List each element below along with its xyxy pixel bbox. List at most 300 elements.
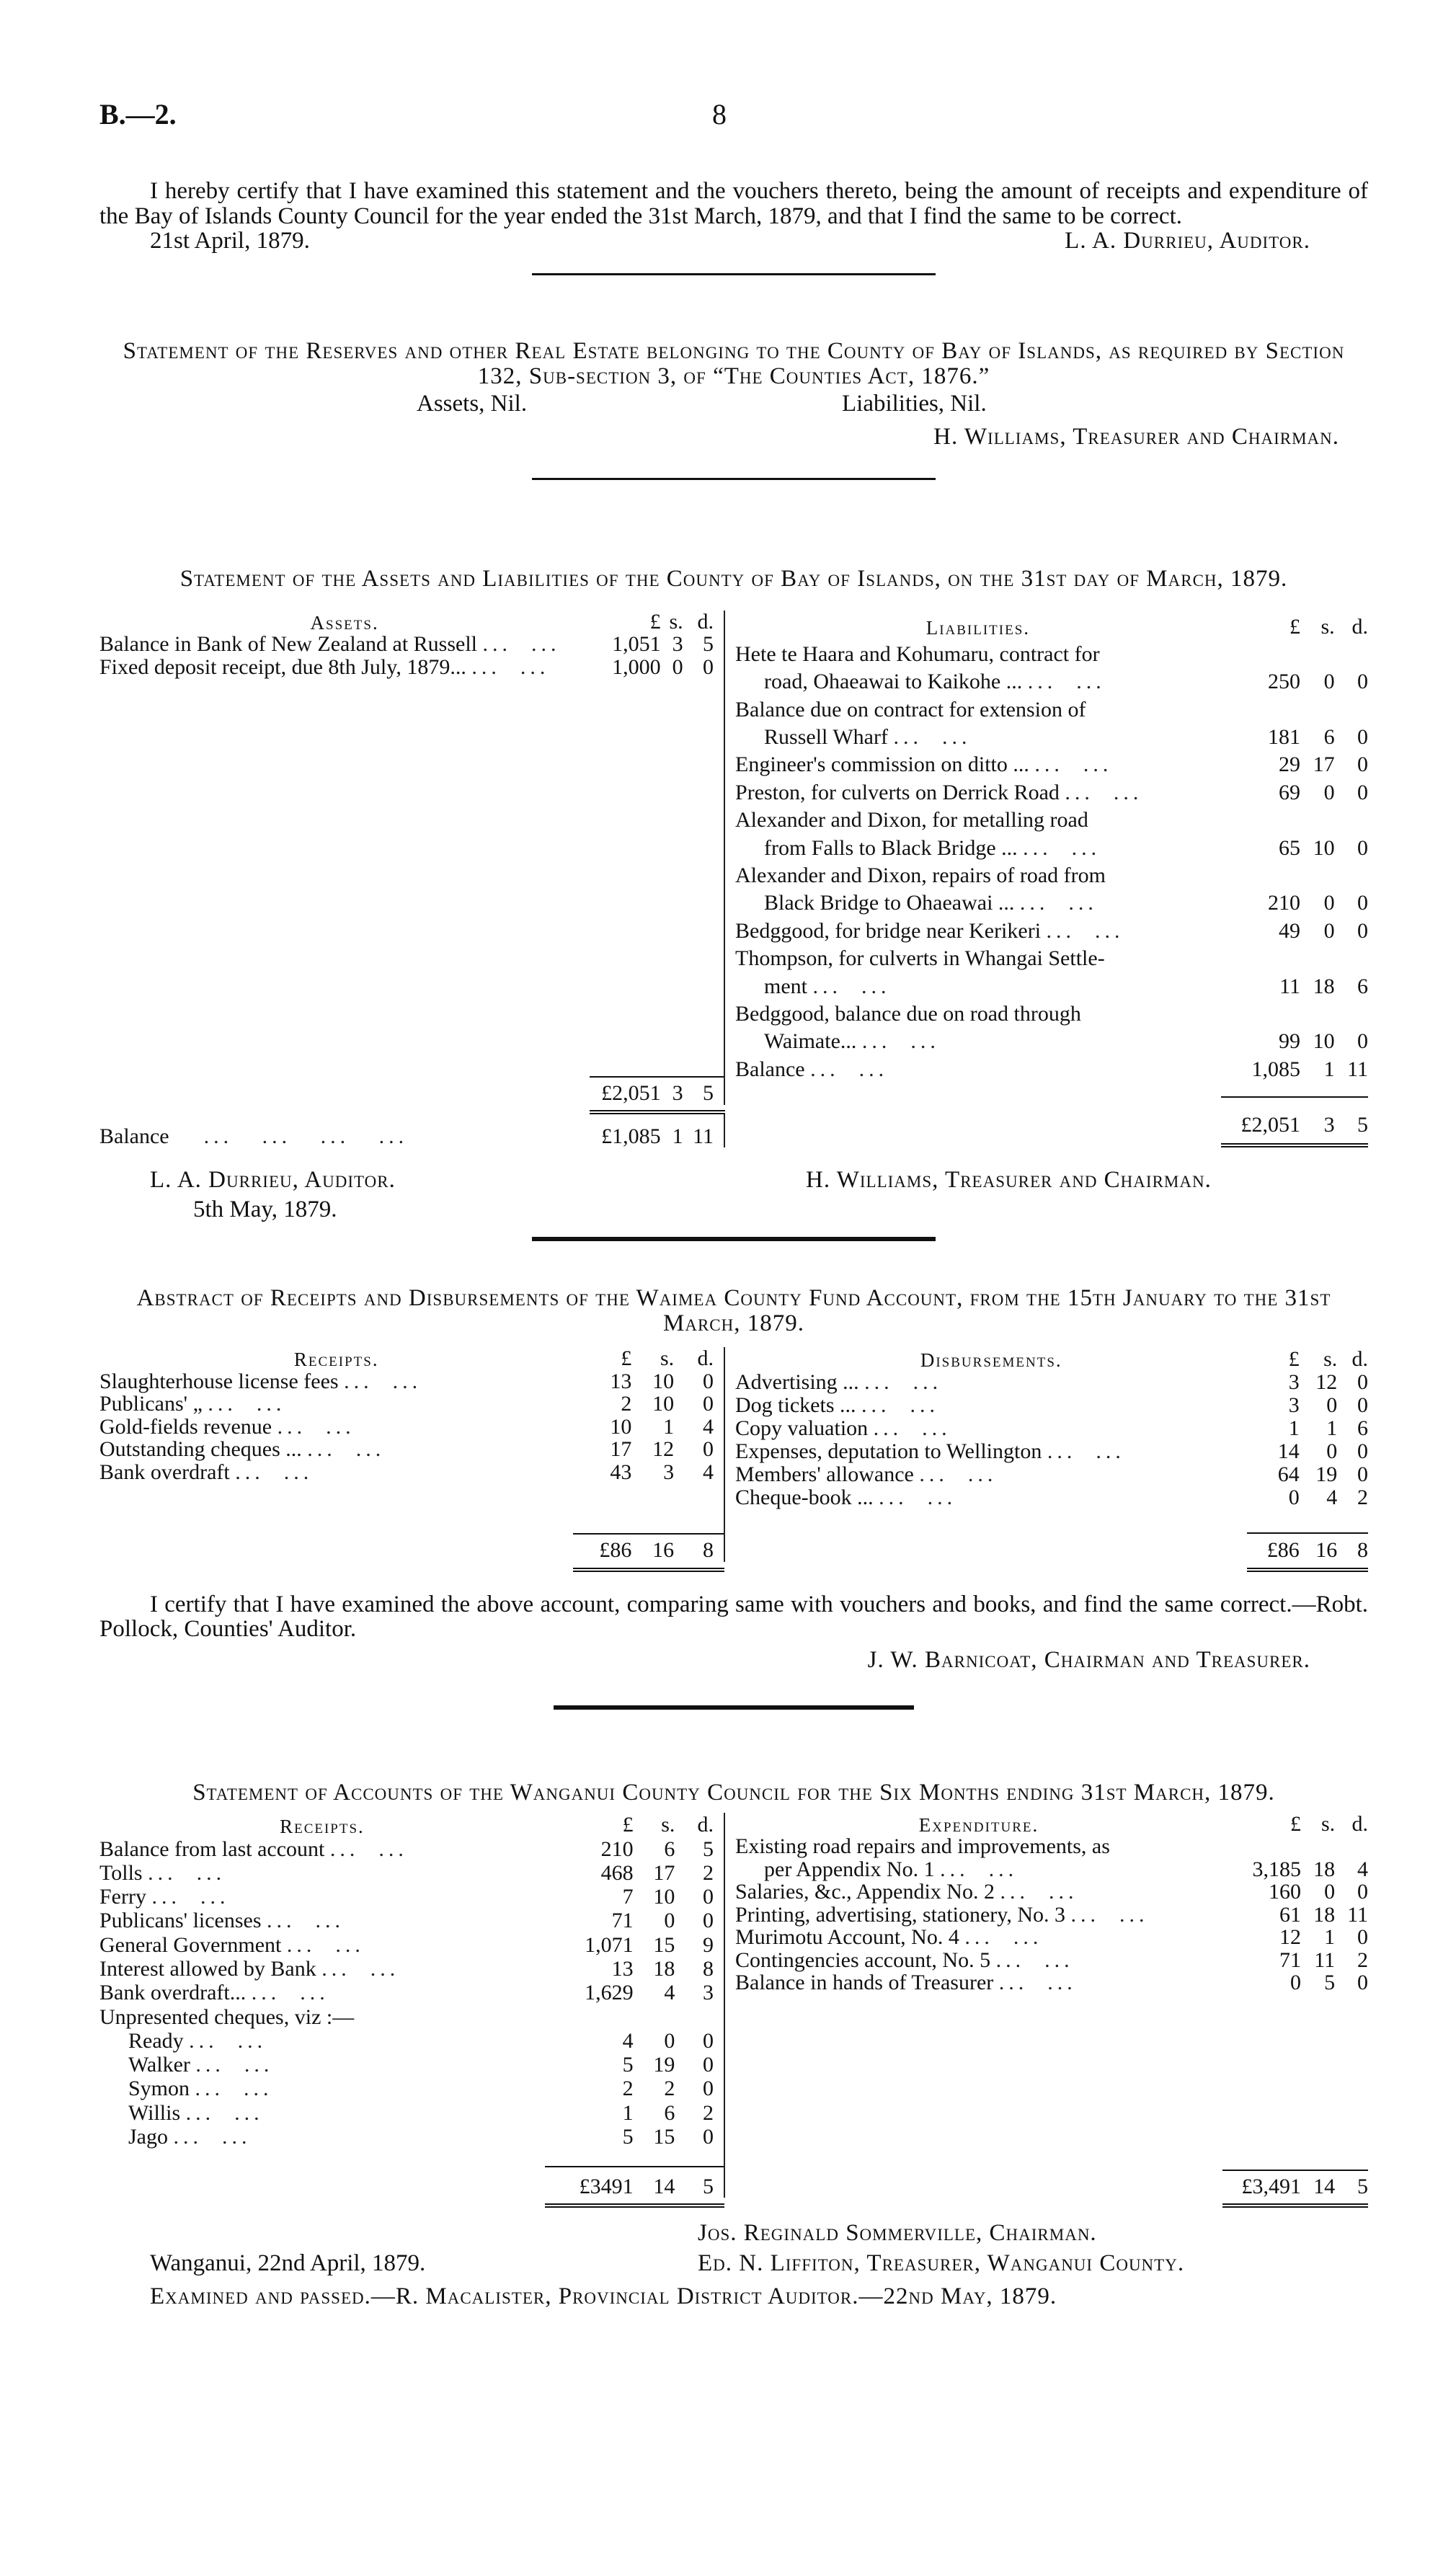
row-pounds: 69 (1278, 780, 1300, 804)
row-pence: 2 (1357, 1948, 1368, 1972)
row-pounds: 5 (622, 2124, 634, 2149)
waimea-title: Abstract of Receipts and Disbursements of the Waimea County Fund Account, from the 15th January to the 31st March, 1879. (136, 1285, 1331, 1336)
receipts-heading: Receipts. (280, 1815, 365, 1837)
row-label: Salaries, &c., Appendix No. 2 (735, 1880, 995, 1904)
row-pence: 0 (1357, 1029, 1368, 1054)
row-shillings: 0 (1323, 918, 1335, 943)
row-shillings: 12 (1315, 1369, 1338, 1394)
table-row: Bedggood, for bridge near Kerikeri ... ... 49 0 0 (735, 915, 1368, 942)
row-pence: 0 (683, 656, 724, 679)
row-pence: 0 (1357, 918, 1368, 943)
shillings-heading: s. (660, 1346, 675, 1371)
row-pence: 0 (1357, 1925, 1368, 1950)
row-label: Gold-fields revenue (99, 1414, 272, 1439)
row-pence: 0 (674, 1393, 724, 1416)
wanganui-receipts-table (99, 1813, 725, 2208)
table-row: Symon ... ... 2 2 0 (99, 2077, 724, 2100)
wanganui-expenditure-table (735, 1813, 1368, 2208)
row-pounds: 250 (1267, 670, 1300, 694)
row-pounds: 17 (610, 1437, 632, 1462)
row-pence: 0 (675, 1909, 724, 1932)
liabilities-total-pounds: £2,051 (1221, 1097, 1300, 1137)
pounds-heading: £ (649, 609, 661, 634)
row-shillings: 17 (653, 1860, 675, 1885)
row-label: Members' allowance (735, 1462, 914, 1486)
row-label: Existing road repairs and improvements, as (735, 1834, 1110, 1859)
row-shillings: 12 (652, 1437, 675, 1462)
row-shillings: 17 (1313, 752, 1335, 777)
row-pence: 2 (675, 1860, 724, 1884)
table-row (735, 638, 1368, 665)
table-row: Black Bridge to Ohaeawai ... ... ... 210 0 0 (735, 887, 1368, 915)
waimea-table (99, 1347, 1368, 1572)
row-label-continued: per Appendix No. 1 (764, 1857, 935, 1881)
table-row: Ready ... ... 4 0 0 (99, 2028, 724, 2052)
table-row (735, 1835, 1368, 1858)
row-pence: 0 (674, 1370, 724, 1393)
wanganui-statement (99, 1780, 1368, 2310)
page-header (99, 99, 1368, 136)
row-pounds: 14 (1277, 1439, 1300, 1463)
table-row: Russell Wharf ... ... 181 6 0 (735, 721, 1368, 748)
row-pence: 11 (1347, 1057, 1368, 1081)
liabilities-total-shillings: 3 (1300, 1097, 1335, 1137)
row-label: Alexander and Dixon, for metalling road (735, 808, 1088, 832)
row-pence: 0 (674, 1438, 724, 1461)
row-shillings: 0 (1323, 891, 1335, 915)
row-label-continued: Russell Wharf (764, 725, 888, 750)
row-pounds: 2 (621, 1392, 632, 1416)
row-pence: 0 (675, 2124, 724, 2148)
row-label: Cheque-book ... (735, 1485, 874, 1509)
divider (532, 1237, 936, 1241)
row-pence: 8 (675, 1956, 724, 1980)
row-label-continued: ment (764, 974, 808, 998)
receipts-total-pounds: £3491 (545, 2167, 634, 2198)
row-pence: 0 (675, 2028, 724, 2052)
receipts-heading: Receipts. (293, 1349, 379, 1371)
wanganui-place-date: Wanganui, 22nd April, 1879. (150, 2250, 426, 2277)
table-row: Balance from last account ... ... 210 6 5 (99, 1837, 724, 1860)
reserves-liabilities: Liabilities, Nil. (842, 391, 987, 417)
row-pounds: 49 (1278, 918, 1300, 943)
auditor-signature-block (150, 1168, 396, 1222)
row-pence: 0 (675, 1884, 724, 1908)
liabilities-heading: Liabilities. (925, 616, 1031, 639)
row-label: Tolls (99, 1860, 143, 1885)
expenditure-heading: Expenditure. (918, 1813, 1039, 1836)
row-pounds: 210 (1267, 891, 1300, 915)
row-pounds: 5 (622, 2053, 634, 2077)
row-pence: 0 (1357, 752, 1368, 777)
waimea-certificate: I certify that I have examined the above account, comparing same with vouchers and books, and find the same correct.—Robt. Pollock, Counties' Auditor. (99, 1591, 1368, 1643)
row-pounds: 13 (611, 1957, 634, 1981)
table-row: Expenses, deputation to Wellington ... ... 14 0 0 (735, 1439, 1368, 1463)
row-pounds: 1,085 (1251, 1057, 1300, 1081)
table-row: Balance ... ... 1,085 1 11 (735, 1053, 1368, 1081)
balance-shillings: 1 (672, 1124, 683, 1148)
certificate-text: I hereby certify that I have examined this statement and the vouchers thereto, being the amount of receipts and expenditure of the Bay of Islands County Council for the year ended the 31st March, 1879, and that I find the same to be correct. (99, 178, 1368, 229)
row-label: Bedggood, balance due on road through (735, 1002, 1081, 1026)
assets-total-pounds: £2,051 (590, 1077, 660, 1105)
balance-label: Balance (99, 1124, 169, 1148)
disbursements-total-pounds: £86 (1247, 1533, 1299, 1562)
row-pounds: 71 (1279, 1948, 1301, 1972)
row-label: Alexander and Dixon, repairs of road from (735, 863, 1106, 888)
auditor-certificate (99, 179, 1368, 275)
disbursements-heading: Disbursements. (920, 1349, 1062, 1371)
row-label: Balance (735, 1057, 805, 1081)
row-shillings: 3 (663, 1460, 675, 1484)
table-row: Printing, advertising, stationery, No. 3 ... ... 61 18 11 (735, 1902, 1368, 1927)
row-pence: 11 (1347, 1902, 1368, 1927)
certificate-date: 21st April, 1879. (150, 228, 310, 254)
wanganui-table (99, 1813, 1368, 2208)
row-shillings: 18 (1313, 974, 1335, 998)
row-pounds: 7 (622, 1885, 634, 1909)
table-row: Bank overdraft... ... ... 1,629 4 3 (99, 1981, 724, 2004)
row-pounds: 0 (1290, 1971, 1301, 1995)
liabilities-total-pence: 5 (1335, 1097, 1368, 1137)
row-label: Bedggood, for bridge near Kerikeri (735, 918, 1042, 943)
row-label: Thompson, for culverts in Whangai Settle- (735, 946, 1105, 971)
row-pence: 0 (1357, 670, 1368, 694)
row-label: Copy valuation (735, 1416, 869, 1440)
row-label: Publicans' „ (99, 1392, 203, 1416)
row-label: Balance due on contract for extension of (735, 697, 1086, 721)
row-shillings: 0 (1326, 1393, 1338, 1417)
row-label: Murimotu Account, No. 4 (735, 1925, 959, 1950)
row-pence: 2 (1357, 1485, 1368, 1509)
row-label: Preston, for culverts on Derrick Road (735, 780, 1060, 804)
treasurer-signature: H. Williams, Treasurer and Chairman. (806, 1167, 1212, 1194)
row-pence: 5 (683, 633, 724, 656)
expenditure-total-pence: 5 (1335, 2170, 1368, 2198)
liabilities-table (735, 610, 1368, 1148)
reserves-signature: H. Williams, Treasurer and Chairman. (933, 424, 1339, 450)
row-pounds: 71 (611, 1909, 634, 1933)
row-pence: 0 (1357, 725, 1368, 750)
row-shillings: 11 (1314, 1948, 1336, 1972)
table-row: road, Ohaeawai to Kaikohe ... ... ... 250 0 0 (735, 665, 1368, 693)
row-label: Balance in Bank of New Zealand at Russell (99, 632, 478, 657)
pounds-heading: £ (1289, 614, 1300, 639)
row-shillings: 0 (1323, 780, 1335, 804)
assets-total-pence: 5 (683, 1077, 724, 1105)
row-shillings: 10 (1313, 835, 1335, 860)
divider (554, 1705, 914, 1710)
row-pounds: 3 (1288, 1369, 1300, 1394)
receipts-total-shillings: 14 (634, 2167, 675, 2198)
row-label-continued: road, Ohaeawai to Kaikohe ... (764, 670, 1023, 694)
row-shillings: 10 (652, 1392, 675, 1416)
row-label-continued: Waimate... (764, 1029, 857, 1054)
table-row (735, 998, 1368, 1025)
table-row: Preston, for culverts on Derrick Road ... ... 69 0 0 (735, 776, 1368, 804)
row-pounds: 468 (600, 1860, 634, 1885)
row-shillings: 5 (1324, 1971, 1336, 1995)
row-shillings: 1 (1324, 1925, 1336, 1950)
row-shillings: 19 (653, 2053, 675, 2077)
row-shillings: 4 (1326, 1485, 1338, 1509)
row-shillings: 1 (1326, 1416, 1338, 1440)
pence-heading: d. (683, 610, 724, 634)
row-pence: 0 (675, 2077, 724, 2100)
receipts-total-pence: 5 (675, 2167, 724, 2198)
table-row: Fixed deposit receipt, due 8th July, 1879... ... ... 1,000 0 0 (99, 656, 724, 679)
row-pence: 9 (675, 1932, 724, 1956)
row-pence: 5 (675, 1837, 724, 1860)
row-pence: 4 (674, 1461, 724, 1484)
row-label-continued: from Falls to Black Bridge ... (764, 835, 1018, 860)
table-row: Willis ... ... 1 6 2 (99, 2100, 724, 2124)
receipts-total-pounds: £86 (573, 1534, 631, 1562)
row-label: Slaughterhouse license fees (99, 1369, 339, 1393)
row-pence: 0 (1357, 1880, 1368, 1904)
disbursements-total-pence: 8 (1337, 1533, 1368, 1562)
row-label: Willis (128, 2100, 181, 2125)
row-shillings: 18 (1313, 1857, 1336, 1881)
row-pence: 0 (1357, 1462, 1368, 1486)
row-shillings: 6 (664, 1837, 675, 1861)
table-row: ment ... ... 11 18 6 (735, 970, 1368, 998)
row-pence: 0 (1357, 1971, 1368, 1995)
pounds-heading: £ (1290, 1811, 1301, 1836)
row-shillings: 0 (672, 654, 683, 679)
table-row (99, 2004, 724, 2028)
pounds-heading: £ (621, 1346, 632, 1371)
row-label: Printing, advertising, stationery, No. 3 (735, 1902, 1066, 1927)
row-shillings: 1 (663, 1414, 675, 1439)
row-shillings: 18 (653, 1957, 675, 1981)
row-pence: 6 (1357, 1416, 1368, 1440)
balance-pence: 11 (683, 1112, 724, 1148)
row-label: Contingencies account, No. 5 (735, 1948, 991, 1972)
row-shillings: 0 (1323, 670, 1335, 694)
table-row: Advertising ... ... ... 3 12 0 (735, 1369, 1368, 1394)
row-pounds: 160 (1269, 1880, 1301, 1904)
row-shillings: 1 (1323, 1057, 1335, 1081)
row-shillings (634, 2004, 675, 2028)
row-pence: 0 (675, 2052, 724, 2076)
waimea-signature: J. W. Barnicoat, Chairman and Treasurer. (867, 1647, 1310, 1674)
expenditure-total-shillings: 14 (1301, 2170, 1335, 2198)
pence-heading: d. (1351, 1811, 1368, 1836)
row-pence: 3 (675, 1981, 724, 2004)
row-pounds: 1,629 (585, 1981, 634, 2005)
row-shillings: 0 (1324, 1880, 1336, 1904)
row-label: Interest allowed by Bank (99, 1957, 316, 1981)
row-pounds: 13 (610, 1369, 632, 1393)
table-row: Dog tickets ... ... ... 3 0 0 (735, 1393, 1368, 1417)
page-number: 8 (712, 98, 727, 130)
row-pounds: 61 (1279, 1902, 1301, 1927)
wanganui-title: Statement of Accounts of the Wanganui County Council for the Six Months ending 31st March, 1879. (192, 1780, 1275, 1806)
table-row: Engineer's commission on ditto ... ... ... 29 17 0 (735, 749, 1368, 776)
table-row: Bank overdraft ... ... 43 3 4 (99, 1461, 724, 1484)
row-label: Jago (128, 2124, 168, 2149)
table-row: Slaughterhouse license fees ... ... 13 10 0 (99, 1370, 724, 1393)
row-label: Outstanding cheques ... (99, 1437, 302, 1462)
row-pounds: 99 (1278, 1029, 1300, 1054)
row-shillings: 18 (1313, 1902, 1336, 1927)
document-reference: B.—2. (99, 98, 177, 130)
expenditure-total-pounds: £3,491 (1222, 2170, 1301, 2198)
pounds-heading: £ (1288, 1346, 1300, 1371)
table-row: Contingencies account, No. 5 ... ... 71 11 2 (735, 1948, 1368, 1972)
row-shillings: 0 (1326, 1439, 1338, 1463)
row-shillings: 19 (1315, 1462, 1338, 1486)
auditor-signature-date: 5th May, 1879. (193, 1196, 337, 1222)
row-shillings: 4 (664, 1981, 675, 2005)
row-label: Publicans' licenses (99, 1909, 262, 1933)
shillings-heading: s. (1323, 1346, 1338, 1371)
row-shillings: 0 (664, 1909, 675, 1933)
certificate-signature: L. A. Durrieu, Auditor. (1065, 228, 1310, 254)
row-pounds: 29 (1278, 752, 1300, 777)
reserves-title: Statement of the Reserves and other Real Estate belonging to the County of Bay of Islands, as required by Section 132, Sub-section 3, of “The Counties Act, 1876.” (123, 338, 1345, 389)
table-row: from Falls to Black Bridge ... ... ... 65 10 0 (735, 832, 1368, 859)
row-pence: 4 (674, 1416, 724, 1439)
table-row: Salaries, &c., Appendix No. 2 ... ... 160 0 0 (735, 1880, 1368, 1904)
row-label: Bank overdraft... (99, 1981, 247, 2005)
table-row: Tolls ... ... 468 17 2 (99, 1860, 724, 1884)
assets-heading: Assets. (310, 611, 379, 634)
row-pence: 0 (1357, 891, 1368, 915)
table-row: Balance in hands of Treasurer ... ... 0 5 0 (735, 1971, 1368, 1995)
table-row (735, 804, 1368, 831)
divider (532, 273, 936, 275)
row-pounds: 210 (600, 1837, 634, 1861)
row-pounds: 0 (1288, 1485, 1300, 1509)
table-row (735, 859, 1368, 887)
row-pounds: 181 (1267, 725, 1300, 750)
table-row: General Government ... ... 1,071 15 9 (99, 1932, 724, 1956)
row-pounds: 1,071 (585, 1932, 634, 1957)
row-label: Balance from last account (99, 1837, 325, 1861)
pence-heading: d. (675, 1813, 724, 1837)
row-shillings: 10 (653, 1885, 675, 1909)
row-pence: 0 (1357, 835, 1368, 860)
row-pounds: 12 (1279, 1925, 1301, 1950)
table-row (735, 942, 1368, 969)
row-label: Ready (128, 2028, 184, 2053)
row-label: Unpresented cheques, viz :— (99, 2004, 355, 2029)
row-shillings: 15 (653, 2124, 675, 2149)
table-row: Walker ... ... 5 19 0 (99, 2052, 724, 2076)
shillings-heading: s. (669, 609, 683, 634)
waimea-disbursements-table (735, 1347, 1368, 1572)
table-row: Interest allowed by Bank ... ... 13 18 8 (99, 1956, 724, 1980)
row-pounds: 1 (1288, 1416, 1300, 1440)
row-label: Fixed deposit receipt, due 8th July, 1879... (99, 654, 466, 679)
waimea-receipts-table (99, 1347, 725, 1572)
pence-heading: d. (1351, 614, 1368, 639)
table-row: Balance in Bank of New Zealand at Russell ... ... 1,051 3 5 (99, 633, 724, 656)
row-label: Ferry (99, 1885, 146, 1909)
row-shillings: 3 (672, 632, 683, 657)
row-label: Dog tickets ... (735, 1393, 856, 1417)
row-pounds: 43 (610, 1460, 632, 1484)
table-row: Jago ... ... 5 15 0 (99, 2124, 724, 2148)
row-pence (675, 2004, 724, 2028)
table-row: Outstanding cheques ... ... ... 17 12 0 (99, 1438, 724, 1461)
row-pounds: 10 (610, 1414, 632, 1439)
row-label: Symon (128, 2077, 190, 2101)
auditor-signature: L. A. Durrieu, Auditor. (150, 1167, 396, 1194)
row-label: Engineer's commission on ditto ... (735, 752, 1029, 777)
row-label: Walker (128, 2053, 190, 2077)
receipts-total-shillings: 16 (631, 1534, 674, 1562)
assets-liabilities-statement (99, 567, 1368, 1241)
waimea-abstract (99, 1286, 1368, 1710)
shillings-heading: s. (1320, 1811, 1336, 1836)
row-pence: 0 (1357, 780, 1368, 804)
row-pounds: 64 (1277, 1462, 1300, 1486)
row-label-continued: Black Bridge to Ohaeawai ... (764, 891, 1015, 915)
row-shillings: 0 (664, 2028, 675, 2053)
reserves-statement (99, 339, 1368, 480)
row-pounds: 1 (622, 2100, 634, 2125)
table-row: Murimotu Account, No. 4 ... ... 12 1 0 (735, 1925, 1368, 1950)
row-label: Expenses, deputation to Wellington (735, 1439, 1042, 1463)
row-shillings: 10 (652, 1369, 675, 1393)
table-row: Copy valuation ... ... 1 1 6 (735, 1416, 1368, 1440)
table-row: per Appendix No. 1 ... ... 3,185 18 4 (764, 1857, 1368, 1881)
row-pence: 0 (1357, 1393, 1368, 1417)
row-shillings: 15 (653, 1932, 675, 1957)
table-row: Waimate... ... ... 99 10 0 (735, 1026, 1368, 1053)
row-pounds: 11 (1279, 974, 1300, 998)
pounds-heading: £ (622, 1813, 634, 1837)
chairman-signature: Jos. Reginald Sommerville, Chairman. (698, 2220, 1097, 2247)
table-row (735, 693, 1368, 721)
assets-table: Assets. £ s. d. Balance in Bank of New Zealand at Russell ... ... 1,051 3 5 Fixed deposit receipt, due 8th July, 1879... ... ... 1,000 0 0 £2,051 3 5 Balance ... ... ... ... £1,085 1 11 (99, 610, 725, 1148)
row-pounds: 3 (1288, 1393, 1300, 1417)
shillings-heading: s. (1320, 614, 1335, 639)
row-pounds: 1,000 (612, 654, 661, 679)
row-label: Hete te Haara and Kohumaru, contract for (735, 641, 1100, 666)
row-pence: 2 (675, 2100, 724, 2124)
row-label: Advertising ... (735, 1369, 859, 1394)
row-pence: 4 (1357, 1857, 1368, 1881)
pence-heading: d. (674, 1347, 724, 1370)
table-row: Publicans' licenses ... ... 71 0 0 (99, 1909, 724, 1932)
balance-pounds: £1,085 (601, 1124, 661, 1148)
row-label: Balance in hands of Treasurer (735, 1971, 994, 1995)
row-pounds: 1,051 (612, 632, 661, 657)
row-pounds: 3,185 (1252, 1857, 1301, 1881)
receipts-total-pence: 8 (674, 1534, 724, 1562)
treasurer-signature: Ed. N. Liffiton, Treasurer, Wanganui County. (698, 2250, 1185, 2277)
row-label: Bank overdraft (99, 1460, 230, 1484)
row-shillings: 2 (664, 2077, 675, 2101)
table-row: Cheque-book ... ... ... 0 4 2 (735, 1485, 1368, 1509)
row-pounds: 65 (1278, 835, 1300, 860)
assets-liabilities-table (99, 610, 1368, 1148)
row-pence: 0 (1357, 1439, 1368, 1463)
row-pounds: 4 (622, 2028, 634, 2053)
row-shillings: 6 (664, 2100, 675, 2125)
examined-note: Examined and passed.—R. Macalister, Provincial District Auditor.—22nd May, 1879. (150, 2283, 1057, 2310)
divider (532, 478, 936, 480)
assets-total-shillings: 3 (661, 1077, 683, 1105)
row-pounds (545, 2004, 634, 2028)
shillings-heading: s. (661, 1813, 675, 1837)
row-shillings: 10 (1313, 1029, 1335, 1054)
assets-liabilities-title: Statement of the Assets and Liabilities of the County of Bay of Islands, on the 31st day of March, 1879. (179, 566, 1288, 592)
disbursements-total-shillings: 16 (1300, 1533, 1338, 1562)
